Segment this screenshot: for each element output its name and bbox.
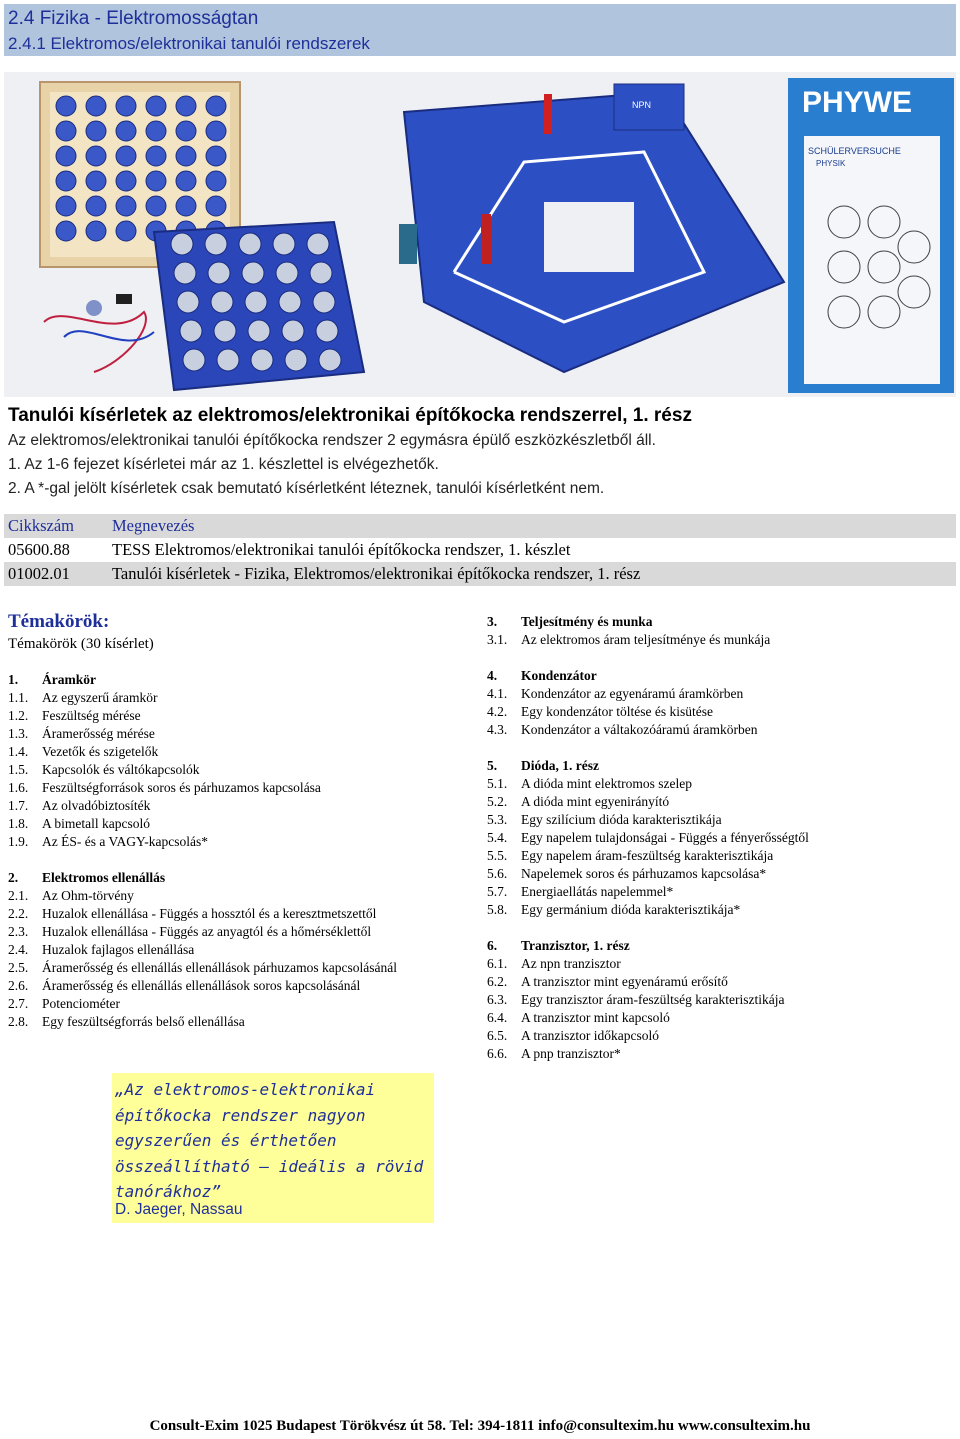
tray-cell	[282, 320, 304, 342]
component-slot	[176, 146, 196, 166]
tray-cell	[316, 320, 338, 342]
topic-title: A tranzisztor mint kapcsoló	[521, 1010, 670, 1025]
topic-number: 1.3.	[8, 726, 29, 741]
topic-number: 5.7.	[487, 884, 508, 899]
header-description: Megnevezés	[112, 516, 195, 535]
component-slot	[56, 196, 76, 216]
topic-title: Napelemek soros és párhuzamos kapcsolása*	[521, 866, 767, 881]
topic-item	[487, 955, 957, 973]
section-header	[4, 4, 956, 56]
tray-cell	[313, 291, 335, 313]
component-slot	[206, 146, 226, 166]
topic-title: Az ÉS- és a VAGY-kapcsolás*	[42, 834, 208, 849]
section-title: 2.4 Fizika - Elektromosságtan	[8, 8, 259, 29]
tray-cell	[248, 320, 270, 342]
topic-title: Kondenzátor a váltakozóáramú áramkörben	[521, 722, 758, 737]
component-slot	[116, 146, 136, 166]
topic-title: A tranzisztor időkapcsoló	[521, 1028, 659, 1043]
article-number: 05600.88	[8, 540, 70, 559]
topic-item	[8, 977, 478, 995]
circuit-board	[399, 84, 784, 372]
topic-title: Feszültség mérése	[42, 708, 141, 723]
topic-item	[8, 923, 478, 941]
chapter-number: 6.	[487, 938, 498, 953]
component-slot	[116, 96, 136, 116]
chapter-title: Dióda, 1. rész	[521, 758, 599, 773]
table-header-row	[4, 514, 956, 538]
tray-cell	[214, 320, 236, 342]
topic-number: 2.5.	[8, 960, 29, 975]
chapter-title: Áramkör	[42, 672, 96, 687]
tray-cell	[307, 233, 329, 255]
topic-title: Egy kondenzátor töltése és kisütése	[521, 704, 713, 719]
article-description: Tanulói kísérletek - Fizika, Elektromos/elektronikai építőkocka rendszer, 1. rész	[112, 564, 641, 583]
topic-number: 6.2.	[487, 974, 508, 989]
component-slot	[206, 96, 226, 116]
component-slot	[176, 196, 196, 216]
manual-brand: PHYWE	[802, 86, 913, 119]
component-slot	[56, 121, 76, 141]
table-row	[4, 538, 956, 562]
product-photo-illustration	[4, 72, 956, 397]
component-slot	[56, 171, 76, 191]
topic-item	[487, 847, 957, 865]
topic-item	[487, 685, 957, 703]
topic-number: 2.2.	[8, 906, 29, 921]
intro-line: Az elektromos/elektronikai tanulói építőkocka rendszer 2 egymásra épülő eszközkészletből áll.	[8, 432, 656, 449]
tray-cell	[245, 291, 267, 313]
component-slot	[116, 171, 136, 191]
topic-chapter-heading	[487, 937, 957, 955]
topic-title: A dióda mint elektromos szelep	[521, 776, 692, 791]
topic-title: Áramerősség és ellenállás ellenállások soros kapcsolásánál	[42, 978, 361, 993]
topic-title: Áramerősség mérése	[42, 726, 155, 741]
tray-cell	[174, 262, 196, 284]
topic-item	[487, 829, 957, 847]
component-slot	[56, 221, 76, 241]
topic-number: 1.5.	[8, 762, 29, 777]
chapter-title: Tranzisztor, 1. rész	[521, 938, 630, 953]
topic-number: 6.5.	[487, 1028, 508, 1043]
tray-cell	[251, 349, 273, 371]
tray-cell	[319, 349, 341, 371]
topic-number: 4.3.	[487, 722, 508, 737]
topic-number: 6.1.	[487, 956, 508, 971]
component-slot	[116, 221, 136, 241]
topic-title: Huzalok ellenállása - Függés a hossztól és a keresztmetszettől	[42, 906, 377, 921]
topic-number: 1.4.	[8, 744, 29, 759]
tray-cell	[285, 349, 307, 371]
topic-item	[487, 865, 957, 883]
topic-title: Vezetők és szigetelők	[42, 744, 159, 759]
topic-number: 2.8.	[8, 1014, 29, 1029]
topic-item	[8, 905, 478, 923]
topic-number: 4.1.	[487, 686, 508, 701]
topic-number: 6.3.	[487, 992, 508, 1007]
topic-item	[8, 1013, 478, 1031]
chapter-number: 2.	[8, 870, 19, 885]
topic-number: 5.4.	[487, 830, 508, 845]
component-slot	[206, 171, 226, 191]
topic-title: Kapcsolók és váltókapcsolók	[42, 762, 200, 777]
article-description: TESS Elektromos/elektronikai tanulói építőkocka rendszer, 1. készlet	[112, 540, 571, 559]
topic-title: A tranzisztor mint egyenáramú erősítő	[521, 974, 728, 989]
topic-title: A pnp tranzisztor*	[521, 1046, 621, 1061]
topic-item	[8, 995, 478, 1013]
topic-item	[487, 973, 957, 991]
header-article-number: Cikkszám	[8, 516, 74, 535]
manual-subtitle: PHYSIK	[816, 159, 846, 168]
topic-item	[487, 793, 957, 811]
topic-item	[487, 1009, 957, 1027]
topic-item	[8, 941, 478, 959]
component-slot	[86, 221, 106, 241]
topic-chapter-heading	[487, 757, 957, 775]
topic-number: 5.3.	[487, 812, 508, 827]
topic-item	[8, 797, 478, 815]
topic-chapter-heading	[487, 613, 957, 631]
topic-title: Energiaellátás napelemmel*	[521, 884, 674, 899]
topic-number: 1.9.	[8, 834, 29, 849]
topic-item	[487, 721, 957, 739]
component-slot	[86, 96, 106, 116]
topic-title: Egy germánium dióda karakterisztikája*	[521, 902, 741, 917]
topic-title: Egy tranzisztor áram-feszültség karakterisztikája	[521, 992, 785, 1007]
article-number: 01002.01	[8, 564, 70, 583]
topic-title: A dióda mint egyenirányító	[521, 794, 670, 809]
component-slot	[146, 146, 166, 166]
topic-title: Egy szilícium dióda karakterisztikája	[521, 812, 722, 827]
topic-number: 2.4.	[8, 942, 29, 957]
topic-number: 1.1.	[8, 690, 29, 705]
topic-number: 2.3.	[8, 924, 29, 939]
topic-item	[487, 775, 957, 793]
component-slot	[116, 196, 136, 216]
tray-cell	[217, 349, 239, 371]
component-slot	[86, 171, 106, 191]
subsection-title: 2.4.1 Elektromos/elektronikai tanulói rendszerek	[8, 34, 370, 53]
tray-cell	[273, 233, 295, 255]
topic-item	[487, 631, 957, 649]
topic-title: Huzalok ellenállása - Függés az anyagtól és a hőmérséklettől	[42, 924, 372, 939]
topic-number: 1.8.	[8, 816, 29, 831]
intro-line: 1. Az 1-6 fejezet kísérletei már az 1. készlettel is elvégezhetők.	[8, 456, 439, 473]
topic-item	[8, 743, 478, 761]
tray-cell	[310, 262, 332, 284]
topic-title: Az npn tranzisztor	[521, 956, 621, 971]
component-slot	[56, 146, 76, 166]
chapter-number: 4.	[487, 668, 498, 683]
topic-title: Egy feszültségforrás belső ellenállása	[42, 1014, 245, 1029]
topic-title: Egy napelem tulajdonságai - Függés a fényerősségtől	[521, 830, 809, 845]
topic-item	[8, 761, 478, 779]
topic-number: 6.4.	[487, 1010, 508, 1025]
topic-number: 1.2.	[8, 708, 29, 723]
topic-item	[487, 811, 957, 829]
component-slot	[86, 146, 106, 166]
quote-box	[112, 1073, 434, 1223]
topic-number: 6.6.	[487, 1046, 508, 1061]
tray-cell	[242, 262, 264, 284]
quote-author: D. Jaeger, Nassau	[115, 1201, 243, 1218]
topic-number: 5.8.	[487, 902, 508, 917]
topic-item	[8, 887, 478, 905]
topic-item	[8, 689, 478, 707]
topic-number: 3.1.	[487, 632, 508, 647]
topic-number: 5.6.	[487, 866, 508, 881]
component-slot	[206, 121, 226, 141]
component-slot	[86, 196, 106, 216]
tray-cell	[208, 262, 230, 284]
topic-number: 1.7.	[8, 798, 29, 813]
tray-cell	[239, 233, 261, 255]
topic-number: 5.2.	[487, 794, 508, 809]
topic-title: Huzalok fajlagos ellenállása	[42, 942, 195, 957]
topics-title: Témakörök:	[8, 611, 110, 632]
intro-line: 2. A *-gal jelölt kísérletek csak bemutató kísérletként léteznek, tanulói kísérletként nem.	[8, 480, 605, 497]
table-row	[4, 562, 956, 586]
topic-number: 4.2.	[487, 704, 508, 719]
topic-title: Feszültségforrások soros és párhuzamos kapcsolása	[42, 780, 321, 795]
topic-number: 5.5.	[487, 848, 508, 863]
topic-item	[487, 991, 957, 1009]
quote-text: „Az elektromos-elektronikai építőkocka rendszer nagyon egyszerűen és érthetően összeállítható – ideális a rövid tanórákhoz”	[115, 1080, 424, 1201]
footer-contact: Consult-Exim 1025 Budapest Törökvész út 58. Tel: 394-1811 info@consultexim.hu www.consultexim.hu	[149, 1418, 811, 1434]
tray-cell	[177, 291, 199, 313]
topic-item	[8, 833, 478, 851]
topic-title: Áramerősség és ellenállás ellenállások párhuzamos kapcsolásánál	[42, 960, 397, 975]
topic-number: 2.1.	[8, 888, 29, 903]
topic-title: Kondenzátor az egyenáramú áramkörben	[521, 686, 744, 701]
topic-number: 1.6.	[8, 780, 29, 795]
topics-subtitle: Témakörök (30 kísérlet)	[8, 636, 154, 652]
component-slot	[176, 96, 196, 116]
product-photo	[4, 72, 956, 397]
tray-cell	[211, 291, 233, 313]
topic-title: Az elektromos áram teljesítménye és munkája	[521, 632, 771, 647]
tray-cell	[183, 349, 205, 371]
component-slot	[146, 96, 166, 116]
manual-booklet	[788, 78, 954, 393]
chapter-title: Teljesítmény és munka	[521, 614, 653, 629]
topic-chapter-heading	[8, 671, 478, 689]
component-slot	[146, 196, 166, 216]
topic-item	[487, 883, 957, 901]
topic-item	[8, 779, 478, 797]
intro-section	[8, 403, 953, 501]
topic-item	[487, 1045, 957, 1063]
chapter-number: 1.	[8, 672, 19, 687]
chapter-title: Elektromos ellenállás	[42, 870, 166, 885]
tray-cell	[279, 291, 301, 313]
topic-number: 5.1.	[487, 776, 508, 791]
component-slot	[146, 171, 166, 191]
topic-chapter-heading	[487, 667, 957, 685]
component-slot	[206, 196, 226, 216]
topic-item	[487, 703, 957, 721]
topic-title: A bimetall kapcsoló	[42, 816, 150, 831]
topic-title: Egy napelem áram-feszültség karakterisztikája	[521, 848, 774, 863]
tray-cell	[180, 320, 202, 342]
component-slot	[116, 121, 136, 141]
chapter-number: 3.	[487, 614, 498, 629]
component-slot	[176, 121, 196, 141]
tray-cell	[205, 233, 227, 255]
component-slot	[86, 121, 106, 141]
topics-left-column	[8, 671, 478, 1031]
tray-cell	[171, 233, 193, 255]
chapter-number: 5.	[487, 758, 498, 773]
topic-number: 2.7.	[8, 996, 29, 1011]
topic-chapter-heading	[8, 869, 478, 887]
topic-item	[487, 901, 957, 919]
topic-item	[8, 725, 478, 743]
component-slot	[56, 96, 76, 116]
topic-title: Az Ohm-törvény	[42, 888, 134, 903]
topic-item	[8, 959, 478, 977]
topic-title: Potenciométer	[42, 996, 120, 1011]
product-table	[4, 514, 956, 586]
manual-title: SCHÜLERVERSUCHE	[808, 146, 901, 156]
npn-label: NPN	[632, 100, 652, 110]
topic-item	[8, 815, 478, 833]
tray-cell	[276, 262, 298, 284]
topic-title: Az egyszerű áramkör	[42, 690, 158, 705]
topics-right-column	[487, 613, 957, 1063]
topic-title: Az olvadóbiztosíték	[42, 798, 151, 813]
intro-title: Tanulói kísérletek az elektromos/elektronikai építőkocka rendszerrel, 1. rész	[8, 405, 692, 426]
topic-item	[8, 707, 478, 725]
topic-item	[487, 1027, 957, 1045]
chapter-title: Kondenzátor	[521, 668, 597, 683]
topic-number: 2.6.	[8, 978, 29, 993]
component-slot	[146, 121, 166, 141]
component-slot	[176, 171, 196, 191]
